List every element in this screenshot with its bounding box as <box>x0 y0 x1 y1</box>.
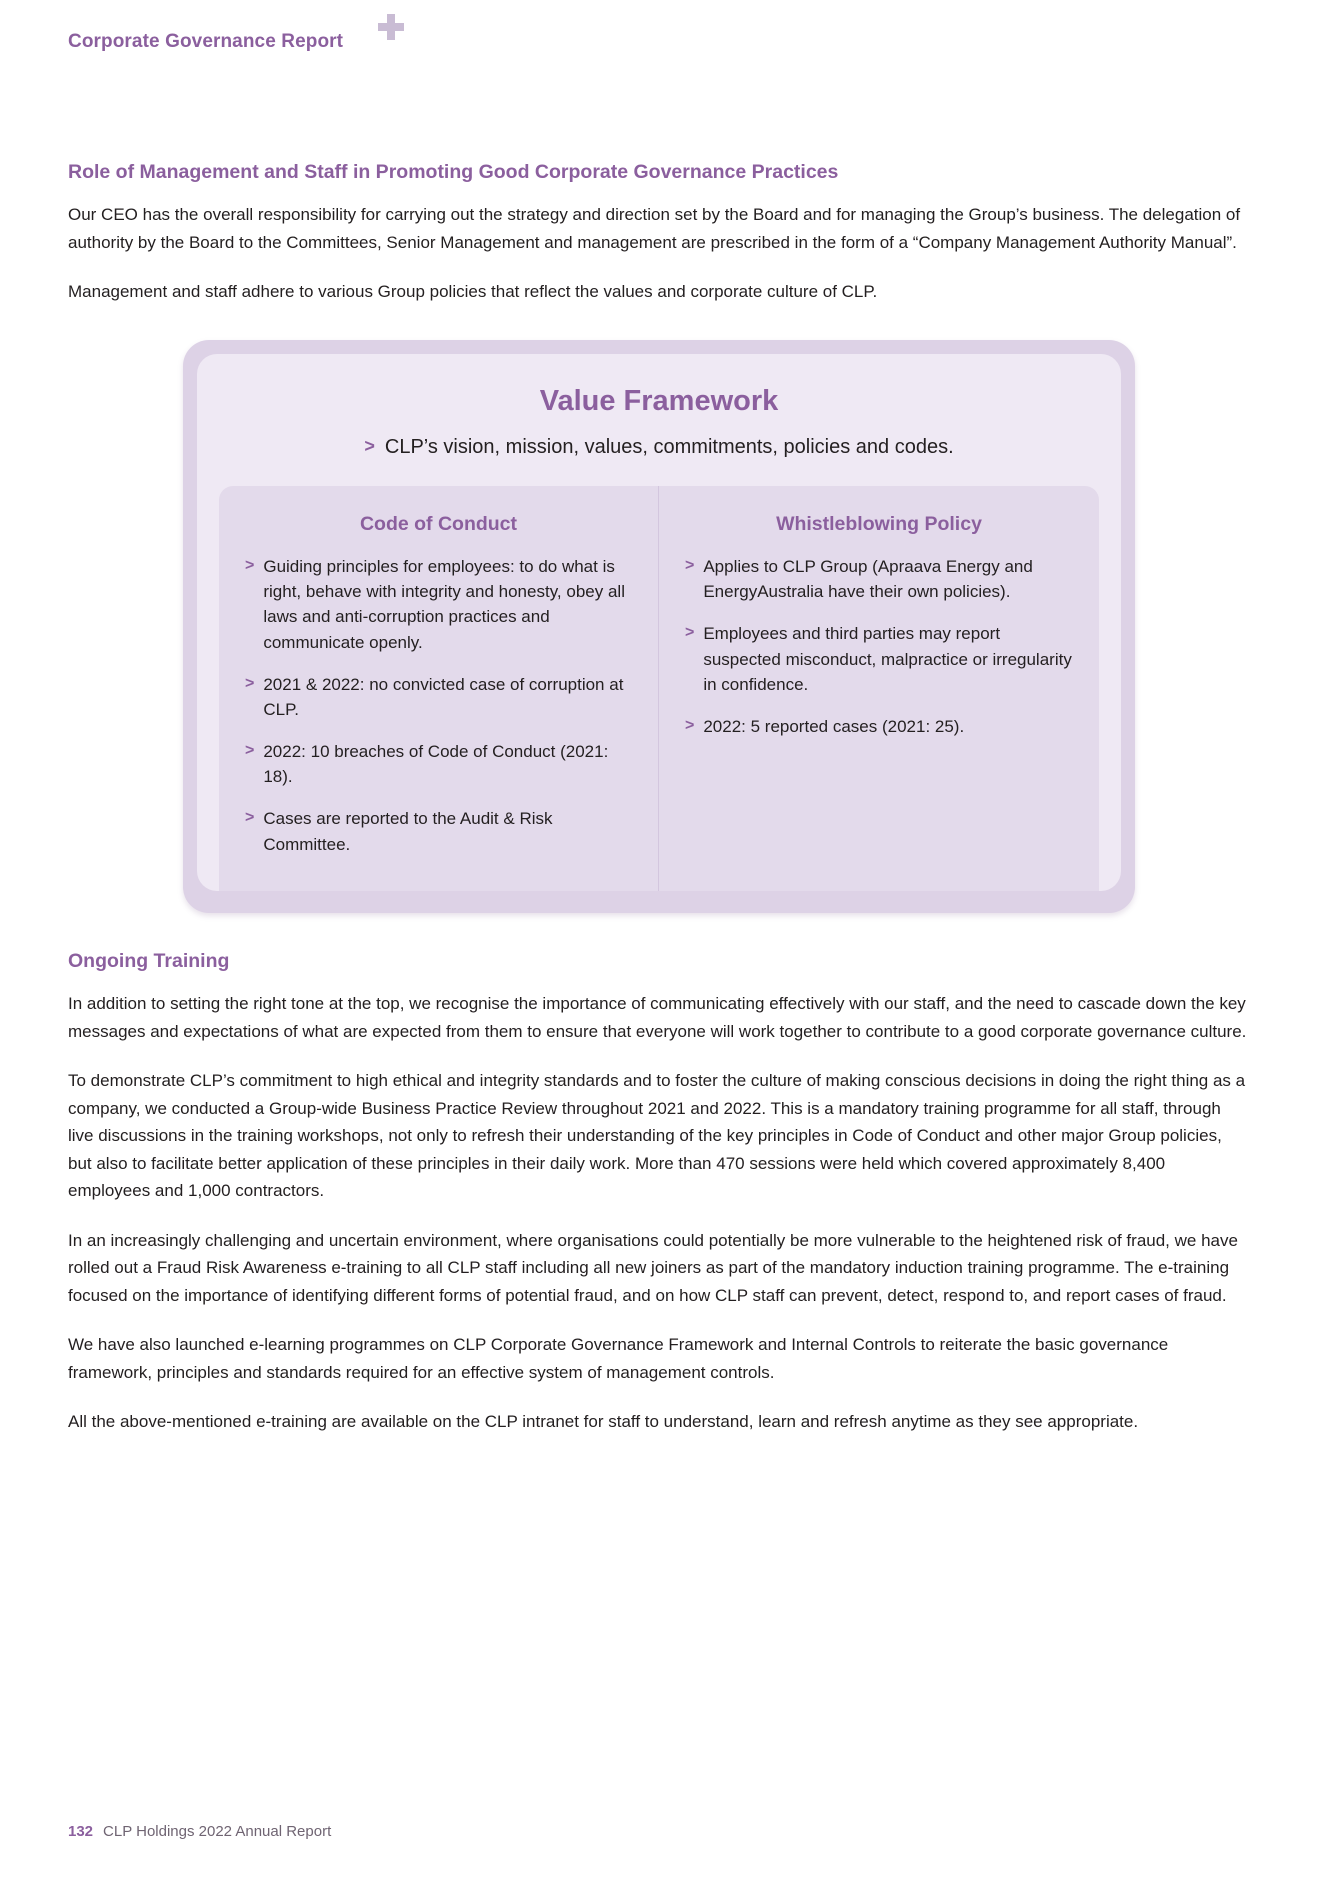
running-header-title: Corporate Governance Report <box>68 31 344 52</box>
value-framework-outer-panel <box>183 340 1135 913</box>
list-item-text: 2021 & 2022: no convicted case of corruption at CLP. <box>263 674 624 719</box>
page-content <box>68 160 1250 1436</box>
value-framework-lead-row <box>219 433 1099 462</box>
arrow-bullet-icon: > <box>245 674 255 692</box>
footer-page-number: 132 <box>68 1823 94 1840</box>
list-item <box>685 554 1073 604</box>
value-framework-figure <box>68 340 1250 913</box>
arrow-bullet-icon: > <box>245 742 255 760</box>
paragraph-training-4: We have also launched e-learning programmes on CLP Corporate Governance Framework and Internal Controls to reiterate the basic governance framework, principles and standards required for an effective system of management controls. <box>68 1335 1169 1382</box>
arrow-bullet-icon: > <box>245 809 255 827</box>
paragraph-training-2: To demonstrate CLP’s commitment to high ethical and integrity standards and to foster the culture of making conscious decisions in doing the right thing as a company, we conducted a Group-wide Business Practice Review throughout 2021 and 2022. This is a mandatory training programme for all staff, through live discussions in the training workshops, not only to refresh their understanding of the key principles in Code of Conduct and other major Group policies, but also to facilitate better application of these principles in their daily work. More than 470 sessions were held which covered approximately 8,400 employees and 1,000 contractors. <box>68 1071 1246 1201</box>
value-framework-lead-text: CLP’s vision, mission, values, commitments, policies and codes. <box>384 435 954 458</box>
footer-report-title: CLP Holdings 2022 Annual Report <box>103 1823 332 1840</box>
value-framework-column-code-of-conduct <box>219 486 659 891</box>
list-item-text: Guiding principles for employees: to do what is right, behave with integrity and honesty, obey all laws and anti-corruption practices and communicate openly. <box>263 557 625 652</box>
arrow-bullet-icon: > <box>685 624 695 642</box>
list-item-text: 2022: 10 breaches of Code of Conduct (2021: 18). <box>263 742 609 787</box>
value-framework-columns <box>219 486 1099 891</box>
list-item <box>245 739 632 789</box>
paragraph-training-3: In an increasingly challenging and uncertain environment, where organisations could potentially be more vulnerable to the heightened risk of fraud, we have rolled out a Fraud Risk Awareness e-training to all CLP staff including all new joiners as part of the mandatory induction training programme. The e-training focused on the importance of identifying different forms of potential fraud, and on how CLP staff can prevent, detect, respond to, and report cases of fraud. <box>68 1230 1238 1305</box>
arrow-bullet-icon: > <box>245 557 255 575</box>
list-item-text: Applies to CLP Group (Apraava Energy and EnergyAustralia have their own policies). <box>703 557 1033 602</box>
list-item <box>685 714 1073 739</box>
paragraph-training-1: In addition to setting the right tone at the top, we recognise the importance of communicating effectively with our staff, and the need to cascade down the key messages and expectations of what are expected from them to ensure that everyone will work together to contribute to a good corporate governance culture. <box>68 994 1247 1041</box>
arrow-bullet-icon: > <box>364 435 375 456</box>
list-item-text: Employees and third parties may report suspected misconduct, malpractice or irregularity in confidence. <box>703 624 1072 694</box>
value-framework-title: Value Framework <box>539 384 779 417</box>
paragraph-training-5: All the above-mentioned e-training are available on the CLP intranet for staff to understand, learn and refresh anytime as they see appropriate. <box>68 1412 1139 1432</box>
arrow-bullet-icon: > <box>685 557 695 575</box>
list-item-text: Cases are reported to the Audit & Risk Committee. <box>263 809 553 854</box>
whistleblowing-policy-list <box>685 554 1073 739</box>
column-title-code-of-conduct: Code of Conduct <box>359 512 518 535</box>
paragraph-role-2: Management and staff adhere to various Group policies that reflect the values and corporate culture of CLP. <box>68 282 878 302</box>
paragraph-role-1: Our CEO has the overall responsibility for carrying out the strategy and direction set by the Board and for managing the Group’s business. The delegation of authority by the Board to the Committees, Senior Management and management are prescribed in the form of a “Company Management Authority Manual”. <box>68 205 1241 252</box>
code-of-conduct-list <box>245 554 632 857</box>
list-item-text: 2022: 5 reported cases (2021: 25). <box>703 716 965 736</box>
list-item <box>685 621 1073 696</box>
list-item <box>245 806 632 856</box>
page-footer <box>68 1823 331 1840</box>
value-framework-inner-panel <box>197 354 1121 891</box>
value-framework-column-whistleblowing-policy <box>659 486 1099 891</box>
list-item <box>245 554 632 655</box>
running-header <box>68 32 343 51</box>
list-item <box>245 672 632 722</box>
column-title-whistleblowing-policy: Whistleblowing Policy <box>776 512 982 535</box>
section-heading-role: Role of Management and Staff in Promoting Good Corporate Governance Practices <box>68 161 839 183</box>
section-heading-ongoing-training: Ongoing Training <box>68 949 230 972</box>
plus-mark-icon <box>378 14 404 40</box>
arrow-bullet-icon: > <box>685 716 695 734</box>
